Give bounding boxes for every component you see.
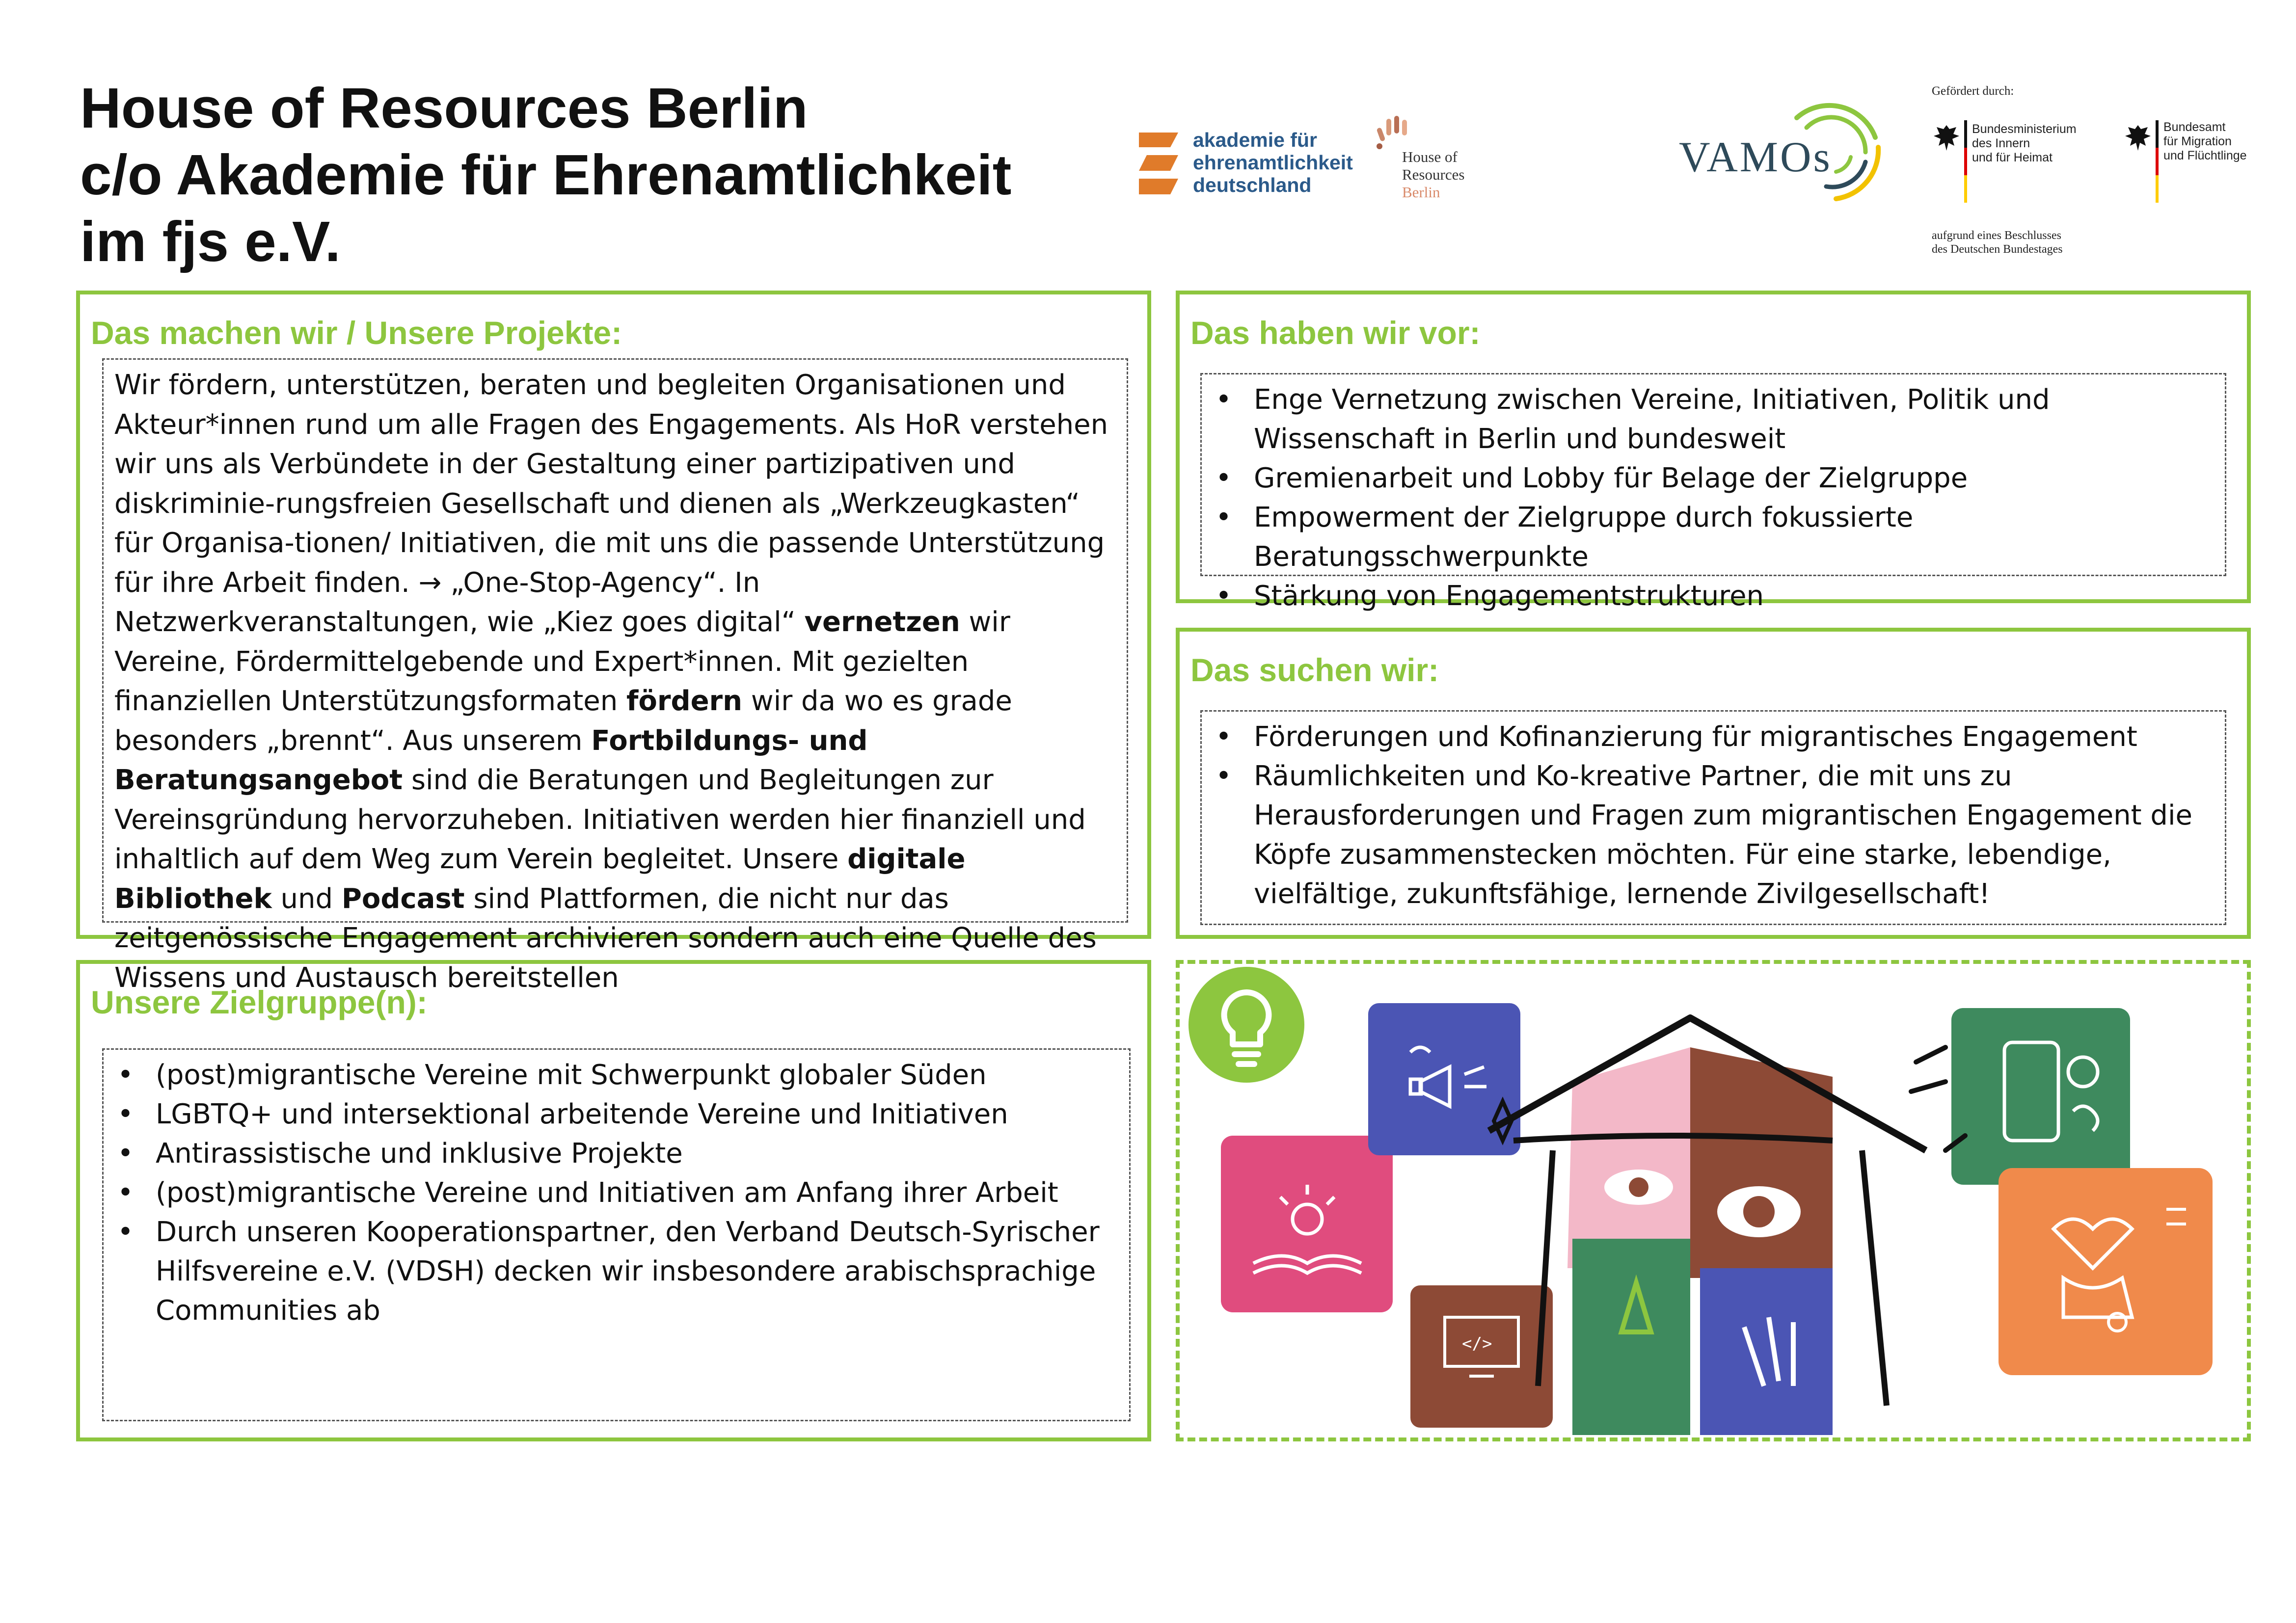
akademie-line-3: deutschland	[1193, 174, 1312, 196]
projekte-paragraph	[104, 360, 1127, 998]
projekte-textbox	[102, 358, 1128, 994]
projekte-text-6: und	[271, 882, 342, 915]
list-item: • Antirassistische und inklusive Projekte	[114, 1134, 1119, 1173]
hor-line-2: Resources	[1402, 166, 1465, 183]
zielgruppe-list	[104, 1050, 1129, 1330]
hor-line-1: House of	[1402, 148, 1458, 165]
hand-heart-tile	[1999, 1168, 2213, 1375]
page-title	[80, 75, 1135, 275]
funding-label: Gefördert durch:	[1932, 84, 2014, 98]
list-item: • LGBTQ+ und intersektional arbeitende Vereine und Initiativen	[114, 1095, 1119, 1134]
panel-zielgruppe-heading: Unsere Zielgruppe(n):	[91, 984, 428, 1020]
vorhaben-list	[1202, 374, 2225, 616]
bamf-line-1: Bundesamt	[2163, 120, 2226, 134]
panel-illustration	[1176, 960, 2251, 1441]
hor-line-3: Berlin	[1402, 184, 1440, 201]
list-item: • Enge Vernetzung zwischen Vereine, Initiativen, Politik und Wissenschaft in Berlin und bundesweit	[1213, 380, 2215, 459]
panel-vorhaben	[1176, 291, 2251, 612]
house-illustration	[1489, 1018, 1926, 1435]
panel-projekte-heading: Das machen wir / Unsere Projekte:	[91, 315, 622, 351]
hor-logo	[1375, 113, 1492, 201]
projekte-text-1: Wir fördern, unterstützen, beraten und begleiten Organisationen und Akteur*innen rund um alle Fragen des Engagements. Als HoR verstehen wir uns als Verbündete in der Gestaltung einer partizipativen und diskriminie-rungsfreien Gesellschaft und dienen als „Werkzeugkasten“ für Organisa-tionen/ Initiativen, die mit uns die passende Unterstützung für ihre Arbeit finden.	[114, 369, 1108, 599]
projekte-bold-podcast: Podcast	[341, 882, 465, 915]
bamf-flag	[2156, 120, 2159, 203]
engagement-illustration	[1180, 964, 2247, 1437]
vamos-logo	[1679, 98, 1915, 206]
projekte-text-4: wir da wo es grade besonders „brennt“. Aus unserem	[114, 685, 1012, 757]
list-item: • Durch unseren Kooperationspartner, den Verband Deutsch-Syrischer Hilfsvereine e.V. (VDSH) decken wir insbesondere arabischsprachige Communities ab	[114, 1213, 1119, 1330]
projekte-bold-angebot: Fortbildungs- und Beratungsangebot	[114, 724, 868, 796]
funding-footer	[1932, 229, 2063, 256]
panel-projekte	[76, 291, 1151, 994]
bmi-line-3: und für Heimat	[1972, 151, 2053, 164]
projekte-text-5: sind die Beratungen und Begleitungen zur Vereinsgründung hervorzuheben. Initiativen werden hier finanziell und inhaltlich auf dem Weg zum Verein begleitet. Unsere	[114, 764, 1086, 875]
computer-code-tile	[1410, 1285, 1553, 1428]
projekte-bold-bibliothek: digitale Bibliothek	[114, 843, 966, 915]
panel-zielgruppe	[76, 960, 1151, 1441]
projekte-text-3: wir Vereine, Fördermittelgebende und Expert*innen. Mit gezielten finanziellen Unterstützungsformaten	[114, 606, 1010, 717]
arrow-icon: →	[418, 566, 442, 599]
title-line-1: House of Resources Berlin	[80, 76, 808, 140]
zielgruppe-list-box	[102, 1048, 1131, 1421]
vorhaben-list-box	[1200, 373, 2226, 612]
lightbulb-icon	[1189, 967, 1304, 1083]
bamf-line-2: für Migration	[2163, 134, 2232, 148]
funding-footer-line-2: des Deutschen Bundestages	[1932, 243, 2063, 256]
suchen-list-box	[1200, 710, 2226, 925]
phone-payment-tile	[1951, 1008, 2130, 1185]
bmi-line-2: des Innern	[1972, 136, 2030, 150]
akademie-line-1: akademie für	[1193, 129, 1317, 151]
projekte-text-7: sind Plattformen, die nicht nur das zeitgenössische Engagement archivieren sondern auch eine Quelle des Wissens und Austausch bereitstellen	[114, 882, 1097, 994]
title-line-3: im fjs e.V.	[80, 210, 341, 273]
akademie-logo-mark	[1139, 133, 1178, 194]
projekte-text-2: „One-Stop-Agency“. In Netzwerkveranstaltungen, wie „Kiez goes digital“	[114, 566, 805, 638]
panel-suchen-heading: Das suchen wir:	[1190, 652, 1439, 688]
list-item: • Gremienarbeit und Lobby für Belage der Zielgruppe	[1213, 459, 2215, 498]
vamos-wordmark: VAMOs	[1679, 133, 1832, 181]
svg-text:</>: </>	[1462, 1334, 1492, 1354]
eagle-icon	[1932, 122, 1961, 157]
panel-vorhaben-heading: Das haben wir vor:	[1190, 315, 1481, 351]
bmi-line-1: Bundesministerium	[1972, 122, 2077, 136]
projekte-bold-foerdern: fördern	[626, 685, 743, 717]
bamf-logo	[2123, 120, 2280, 204]
list-item: • Räumlichkeiten und Ko-kreative Partner, die mit uns zu Herausforderungen und Fragen zum migrantischen Engagement die Köpfe zusammenstecken möchten. Für eine starke, lebendige, vielfältige, zukunftsfähige, lernende Zivilgesellschaft!	[1213, 757, 2215, 914]
list-item: • Empowerment der Zielgruppe durch fokussierte Beratungsschwerpunkte	[1213, 498, 2215, 577]
bmi-flag	[1964, 120, 1967, 203]
bmi-logo	[1932, 120, 2118, 204]
suchen-list	[1202, 712, 2225, 914]
list-item: • Stärkung von Engagementstrukturen	[1213, 577, 2215, 616]
title-line-2: c/o Akademie für Ehrenamtlichkeit	[80, 143, 1012, 207]
akademie-line-2: ehrenamtlichkeit	[1193, 151, 1353, 174]
book-idea-tile	[1221, 1136, 1393, 1312]
bamf-line-3: und Flüchtlinge	[2163, 149, 2247, 162]
projekte-bold-vernetzen: vernetzen	[804, 606, 960, 638]
panel-suchen	[1176, 628, 2251, 939]
list-item: • (post)migrantische Vereine und Initiativen am Anfang ihrer Arbeit	[114, 1173, 1119, 1213]
list-item: • Förderungen und Kofinanzierung für migrantisches Engagement	[1213, 718, 2215, 757]
akademie-logo	[1139, 129, 1370, 197]
list-item: • (post)migrantische Vereine mit Schwerpunkt globaler Süden	[114, 1056, 1119, 1095]
eagle-icon	[2123, 122, 2153, 157]
funding-footer-line-1: aufgrund eines Beschlusses	[1932, 229, 2061, 242]
